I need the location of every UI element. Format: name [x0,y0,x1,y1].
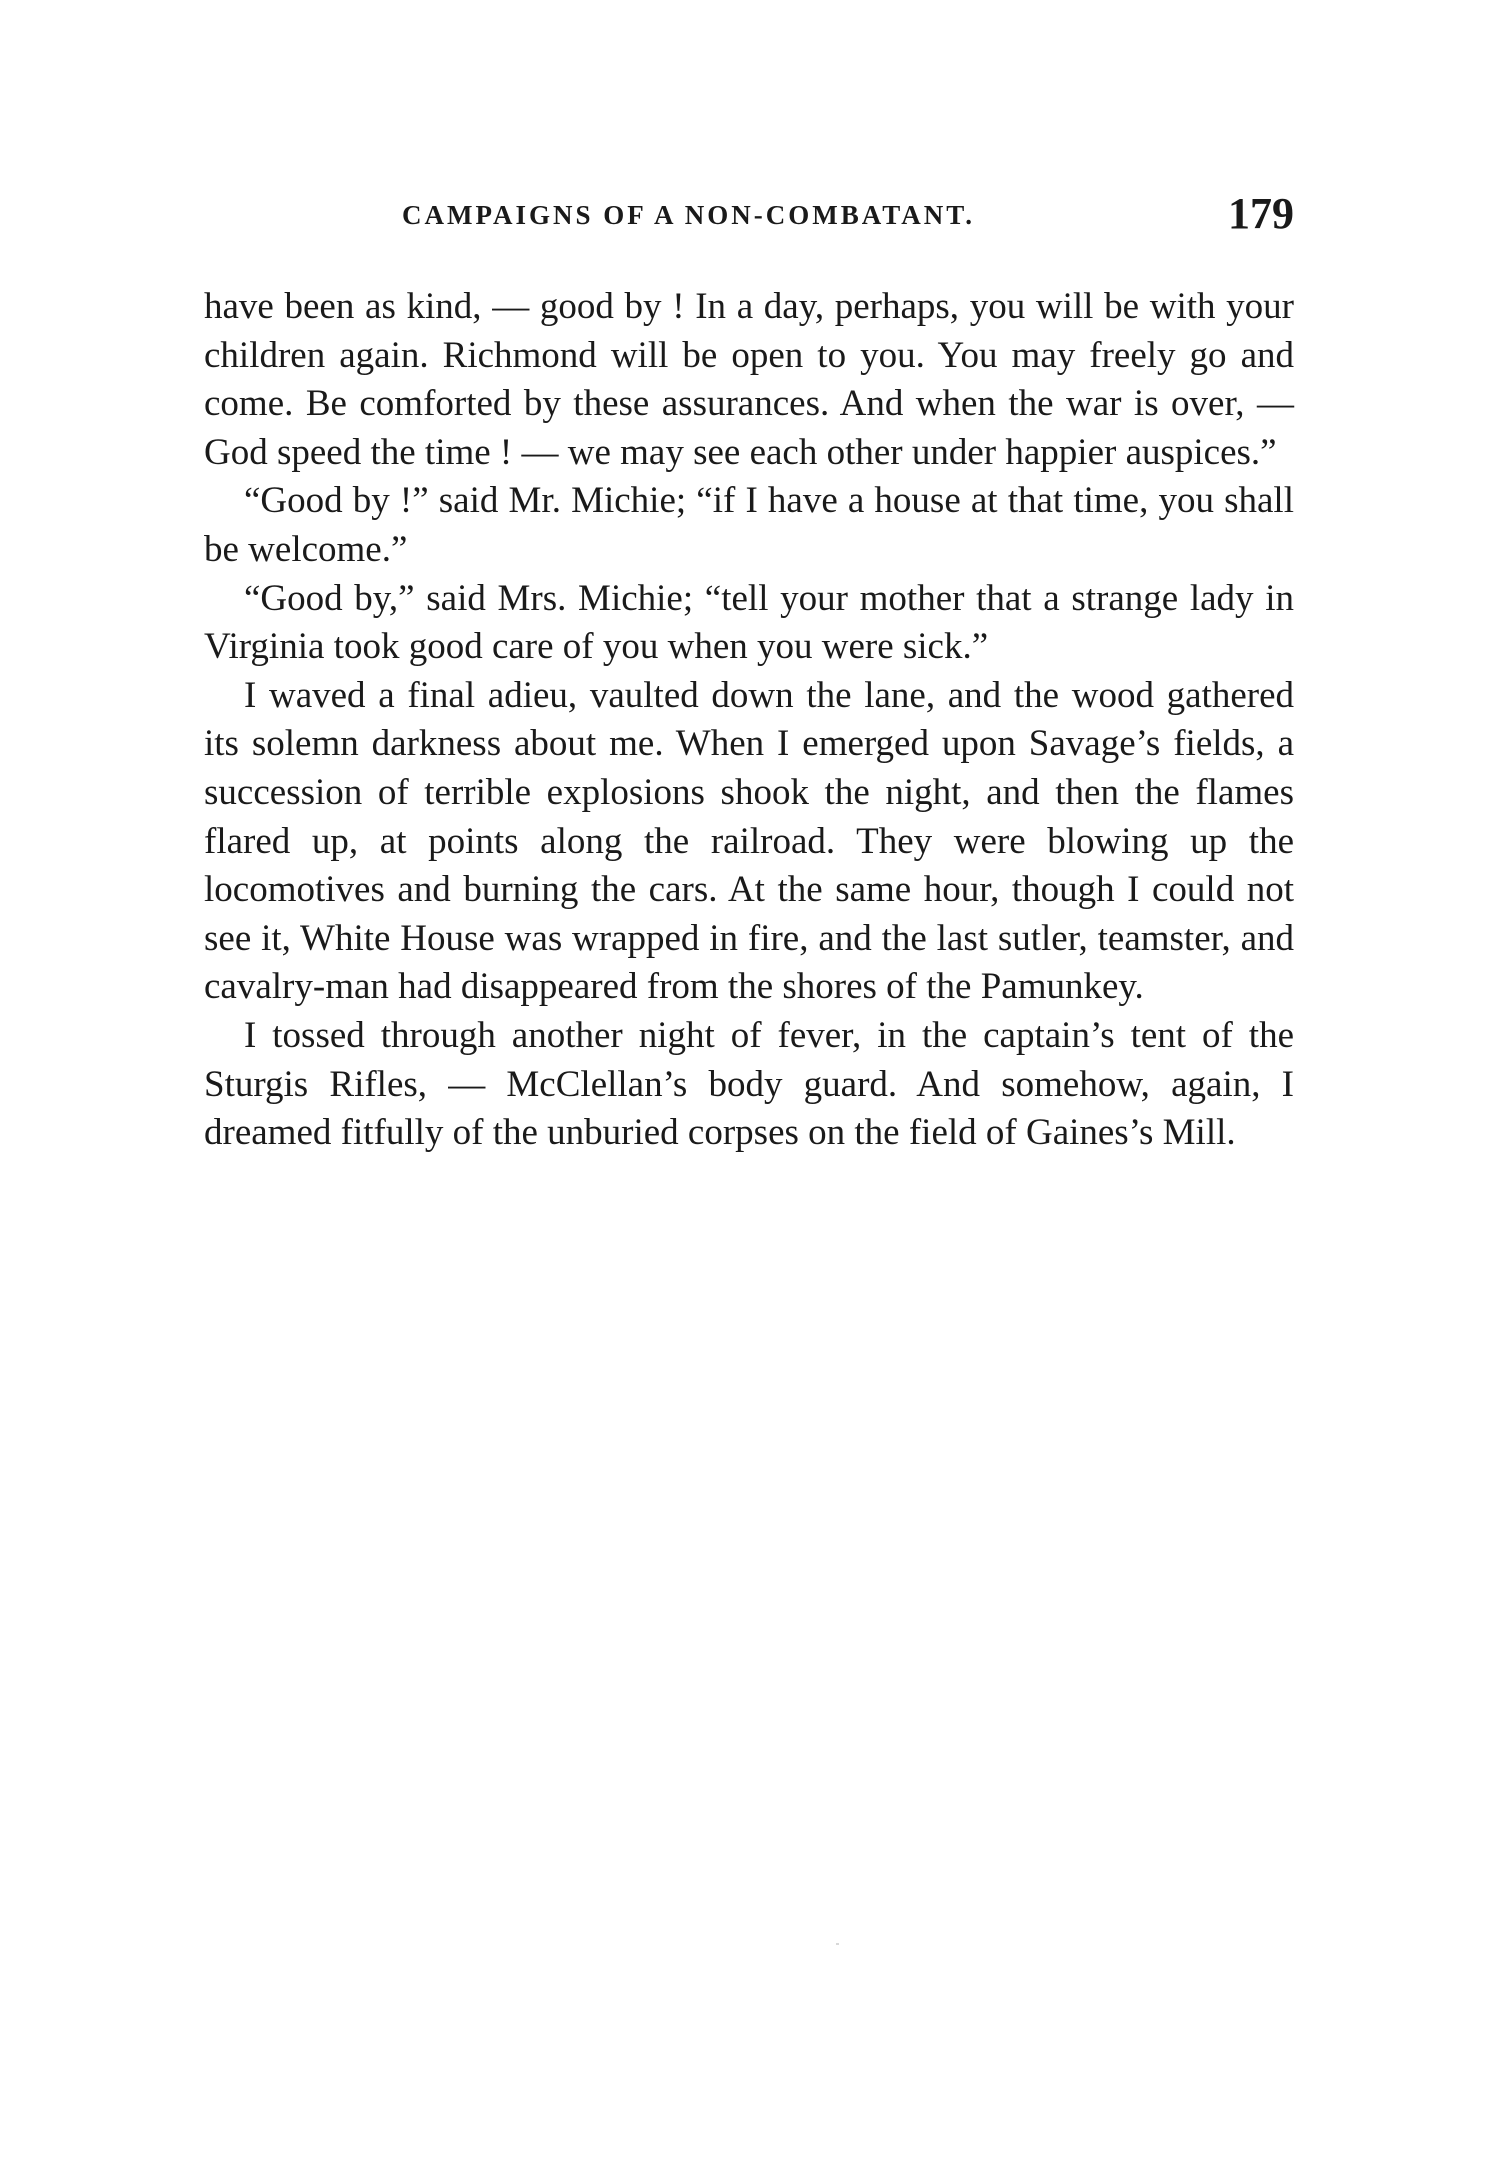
running-head [204,188,1294,248]
paper-speck [836,1943,839,1945]
paragraph: I waved a final adieu, vaulted down the lane, and the wood gathered its solemn darkness about me. When I emerged upon Savage’s fields, a succession of terrible explosions shook the night, and then the flames flared up, at points along the railroad. They were blowing up the locomotives and burning the cars. At the same hour, though I could not see it, White House was wrapped in fire, and the last sutler, teamster, and cavalry-man had disappeared from the shores of the Pamunkey. [204,674,1294,1008]
paragraph: I tossed through another night of fever, in the captain’s tent of the Sturgis Rifles, — McClellan’s body guard. And somehow, again, I dreamed fitfully of the unburied corpses on the field of Gaines’s Mill. [204,1014,1294,1154]
paragraph-continued: have been as kind, — good by ! In a day, perhaps, you will be with your children again. Richmond will be open to you. You may freely go and come. Be comforted by these assurances. And when the war is over, — God speed the time ! — we may see each other under happier auspices.” [204,286,1294,473]
running-title: CAMPAIGNS OF A NON-COMBATANT. [402,200,975,230]
body-text [204,283,1294,1158]
page-number: 179 [1228,189,1294,238]
paragraph: “Good by,” said Mrs. Michie; “tell your mother that a strange lady in Virginia took good care of you when you were sick.” [204,577,1294,668]
paragraph: “Good by !” said Mr. Michie; “if I have a house at that time, you shall be welcome.” [204,480,1294,570]
